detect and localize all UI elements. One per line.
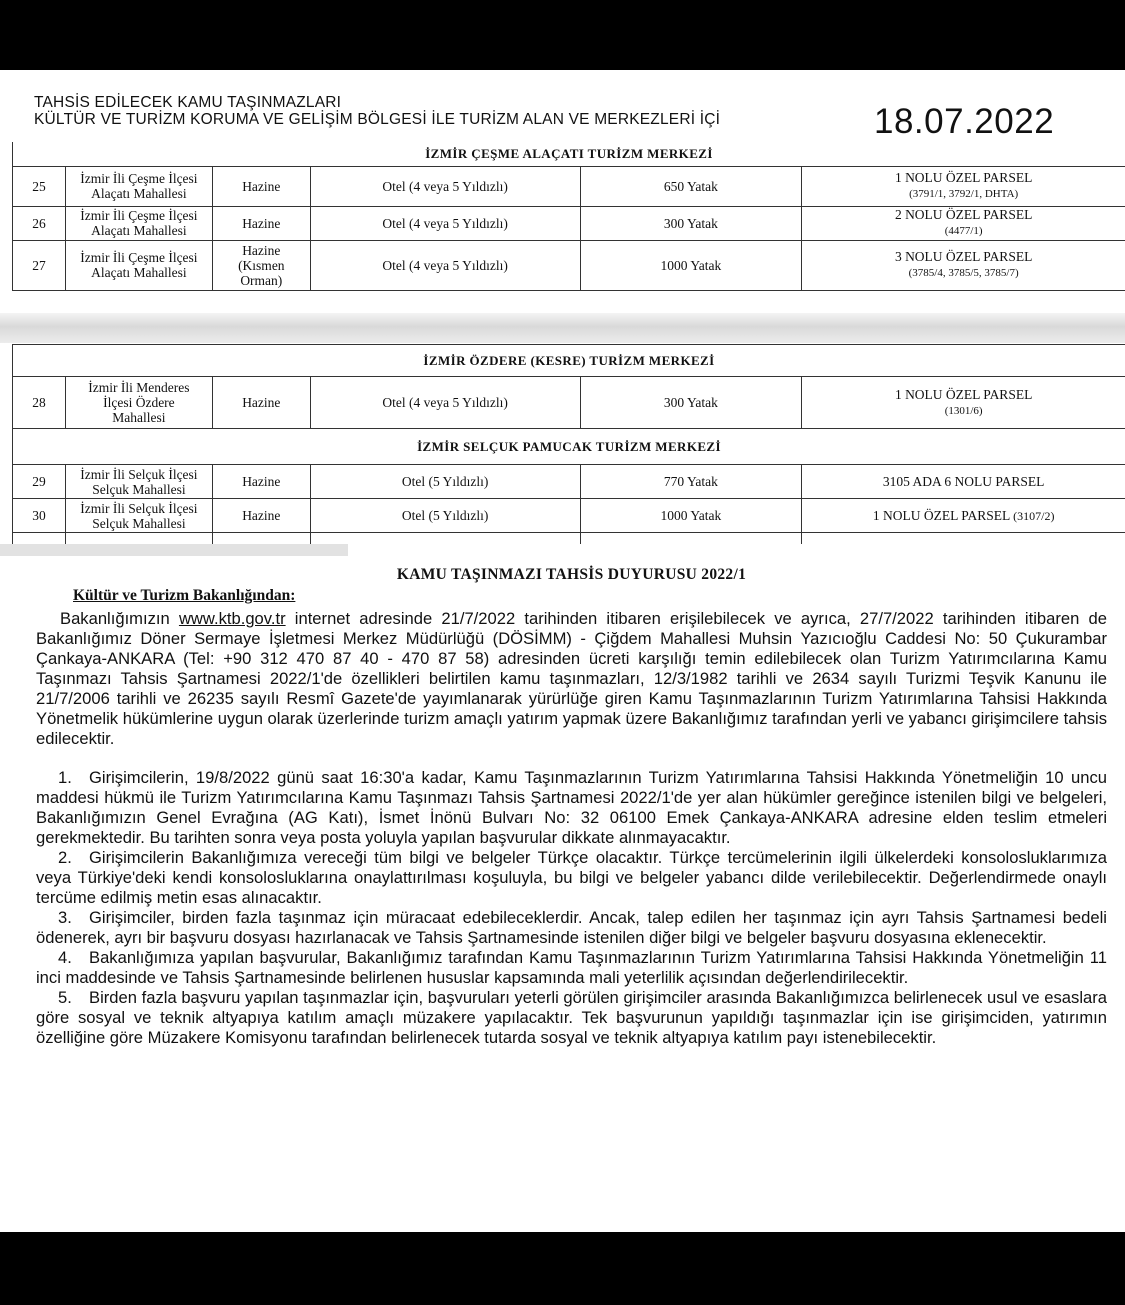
row-number: 26 bbox=[13, 206, 66, 240]
capacity-cell: 770 Yatak bbox=[580, 465, 802, 499]
section-title-ozdere: İZMİR ÖZDERE (KESRE) TURİZM MERKEZİ bbox=[13, 345, 1125, 377]
parcel-cell: 1 NOLU ÖZEL PARSEL (1301/6) bbox=[802, 377, 1125, 429]
owner-cell: Hazine bbox=[212, 377, 310, 429]
type-cell: Otel (4 veya 5 Yıldızlı) bbox=[310, 240, 580, 290]
header-line-1: TAHSİS EDİLECEK KAMU TAŞINMAZLARI bbox=[34, 94, 342, 111]
row-number: 30 bbox=[13, 499, 66, 533]
parcel-cell: 3105 ADA 6 NOLU PARSEL bbox=[802, 465, 1125, 499]
scan-gap bbox=[0, 313, 1125, 343]
location-cell: İzmir İli Çeşme İlçesi Alaçatı Mahallesi bbox=[65, 206, 212, 240]
location-cell: İzmir İli Selçuk İlçesi Selçuk Mahallesi bbox=[65, 465, 212, 499]
parcel-cell: 1 NOLU ÖZEL PARSEL (3791/1, 3792/1, DHTA) bbox=[802, 166, 1125, 206]
capacity-cell: 650 Yatak bbox=[580, 166, 802, 206]
owner-cell: Hazine (Kısmen Orman) bbox=[212, 240, 310, 290]
row-number: 29 bbox=[13, 465, 66, 499]
type-cell: Otel (5 Yıldızlı) bbox=[310, 465, 580, 499]
list-item: 2. Girişimcilerin Bakanlığımıza vereceği tüm bilgi ve belgeler Türkçe olacaktır. Türkçe tercümelerinin ilgili ülkelerdeki konsolosluklarımıza veya Türkiye'deki kendi konsolosluklarına onaylattırılması koşuluyla, bu bilgi ve belgeler yabancı dilde verilebilecektir. Değerlendirmede onaylı tercüme edilmiş metin esas alınacaktır. bbox=[36, 848, 1107, 907]
header-line-2: KÜLTÜR VE TURİZM KORUMA VE GELİŞİM BÖLGESİ İLE TURİZM ALAN VE MERKEZLERİ İÇİ bbox=[34, 111, 721, 128]
list-item: 1. Girişimcilerin, 19/8/2022 günü saat 16:30'a kadar, Kamu Taşınmazlarının Turizm Yatırımlarına Tahsisi Hakkında Yönetmeliğin 10 uncu maddesi hükmü ile Turizm Yatırımcılarına Kamu Taşınmazı Tahsis Şartnamesi 2022/1'de yer alan hükümler gereğince istenilen bilgi ve belgeleri, Bakanlığımızın Genel Evrağına (AG Katı), İsmet İnönü Bulvarı No: 32 06100 Emek Çankaya-ANKARA adresine elden teslim etmeleri gerekmektedir. Bu tarihten sonra veya posta yoluyla yapılan başvurular dikkate alınmayacaktır. bbox=[36, 768, 1107, 847]
notice-subtitle: Kültür ve Turizm Bakanlığından: bbox=[73, 587, 296, 604]
table-row bbox=[13, 465, 1125, 499]
notice-title: KAMU TAŞINMAZI TAHSİS DUYURUSU 2022/1 bbox=[396, 566, 747, 583]
property-table-alacati bbox=[12, 142, 1125, 291]
table-row bbox=[13, 166, 1125, 206]
notice-intro: Bakanlığımızın www.ktb.gov.tr internet adresinde 21/7/2022 tarihinden itibaren erişilebilecek ve ayrıca, 27/7/2022 tarihinden itibaren de Bakanlığımız Döner Sermaye İşletmesi Merkez Müdürlüğü (DÖSİMM) - Çiğdem Mahallesi Muhsin Yazıcıoğlu Caddesi No: 50 Çukurambar Çankaya-ANKARA (Tel: +90 312 470 87 40 - 470 87 58) adresinden ücreti karşılığı temin edilebilecek olan Turizm Yatırımcılarına Kamu Taşınmazı Tahsis Şartnamesi 2022/1'de özellikleri belirtilen kamu taşınmazları, 12/3/1982 tarihli ve 2634 sayılı Turizmi Teşvik Kanunu ile 21/7/2006 tarihli ve 26235 sayılı Resmî Gazete'de yayımlanarak yürürlüğe giren Kamu Taşınmazlarının Turizm Yatırımlarına Tahsisi Hakkında Yönetmelik hükümlerine uygun olarak üzerlerinde turizm amaçlı yatırım yapmak üzere Bakanlığımız tarafından yerli ve yabancı girişimcilere tahsis edilecektir. bbox=[36, 609, 1107, 748]
type-cell: Otel (4 veya 5 Yıldızlı) bbox=[310, 206, 580, 240]
table-row bbox=[13, 499, 1125, 533]
parcel-cell: 2 NOLU ÖZEL PARSEL (4477/1) bbox=[802, 206, 1125, 240]
owner-cell: Hazine bbox=[212, 166, 310, 206]
top-black-border bbox=[0, 0, 1125, 70]
list-item: 3. Girişimciler, birden fazla taşınmaz için müracaat edebileceklerdir. Ancak, talep edilen her taşınmaz için ayrı Tahsis Şartnamesi bedeli ödenerek, ayrı bir başvuru dosyası hazırlanacak ve Tahsis Şartnamesinde istenilen diğer bilgi ve belgeler başvuru dosyasına eklenecektir. bbox=[36, 908, 1107, 947]
location-cell: İzmir İli Selçuk İlçesi Selçuk Mahallesi bbox=[65, 499, 212, 533]
notice-list bbox=[36, 768, 1107, 1048]
notice-section bbox=[36, 566, 1107, 1048]
row-number: 27 bbox=[13, 240, 66, 290]
scan-gap-left bbox=[0, 544, 348, 556]
type-cell: Otel (4 veya 5 Yıldızlı) bbox=[310, 166, 580, 206]
list-item: 5. Birden fazla başvuru yapılan taşınmazlar için, başvuruları yeterli görülen girişimciler arasında Bakanlığımızca belirlenecek usul ve esaslara göre sosyal ve teknik altyapıya katılım amaçlı müzakere yapılacaktır. Tek başvurunun yapıldığı taşınmazlar için ise girişimciden, yatırımın özelliğine göre Müzakere Komisyonu tarafından belirlenecek tutarda sosyal ve teknik altyapıya katılım payı istenebilecektir. bbox=[36, 988, 1107, 1047]
owner-cell: Hazine bbox=[212, 206, 310, 240]
capacity-cell: 1000 Yatak bbox=[580, 499, 802, 533]
table-row bbox=[13, 206, 1125, 240]
owner-cell: Hazine bbox=[212, 499, 310, 533]
parcel-cell: 1 NOLU ÖZEL PARSEL (3107/2) bbox=[802, 499, 1125, 533]
ktb-website-link[interactable]: www.ktb.gov.tr bbox=[178, 609, 286, 628]
owner-cell: Hazine bbox=[212, 465, 310, 499]
section-title-pamucak: İZMİR SELÇUK PAMUCAK TURİZM MERKEZİ bbox=[13, 429, 1125, 465]
type-cell: Otel (5 Yıldızlı) bbox=[310, 499, 580, 533]
scan-gap-right bbox=[348, 544, 1125, 556]
document-page bbox=[0, 70, 1125, 1232]
table-row bbox=[13, 377, 1125, 429]
location-cell: İzmir İli Menderes İlçesi Özdere Mahallesi bbox=[65, 377, 212, 429]
document-header bbox=[34, 94, 720, 128]
parcel-cell: 3 NOLU ÖZEL PARSEL (3785/4, 3785/5, 3785/7) bbox=[802, 240, 1125, 290]
capacity-cell: 300 Yatak bbox=[580, 377, 802, 429]
capacity-cell: 1000 Yatak bbox=[580, 240, 802, 290]
section-title-alacati: İZMİR ÇEŞME ALAÇATI TURİZM MERKEZİ bbox=[13, 142, 1125, 166]
bottom-black-border bbox=[0, 1232, 1125, 1305]
row-number: 28 bbox=[13, 377, 66, 429]
table-row bbox=[13, 240, 1125, 290]
location-cell: İzmir İli Çeşme İlçesi Alaçatı Mahallesi bbox=[65, 166, 212, 206]
capacity-cell: 300 Yatak bbox=[580, 206, 802, 240]
location-cell: İzmir İli Çeşme İlçesi Alaçatı Mahallesi bbox=[65, 240, 212, 290]
property-table-ozdere-selcuk bbox=[12, 344, 1125, 545]
document-date: 18.07.2022 bbox=[874, 102, 1055, 141]
list-item: 4. Bakanlığımıza yapılan başvurular, Bakanlığımız tarafından Kamu Taşınmazlarının Turizm Yatırımlarına Tahsisi Hakkında Yönetmeliğin 11 inci maddesinde ve Tahsis Şartnamesinde belirlenen hususlar kapsamında mali yeterlilik açısından değerlendirilecektir. bbox=[36, 948, 1107, 987]
type-cell: Otel (4 veya 5 Yıldızlı) bbox=[310, 377, 580, 429]
row-number: 25 bbox=[13, 166, 66, 206]
